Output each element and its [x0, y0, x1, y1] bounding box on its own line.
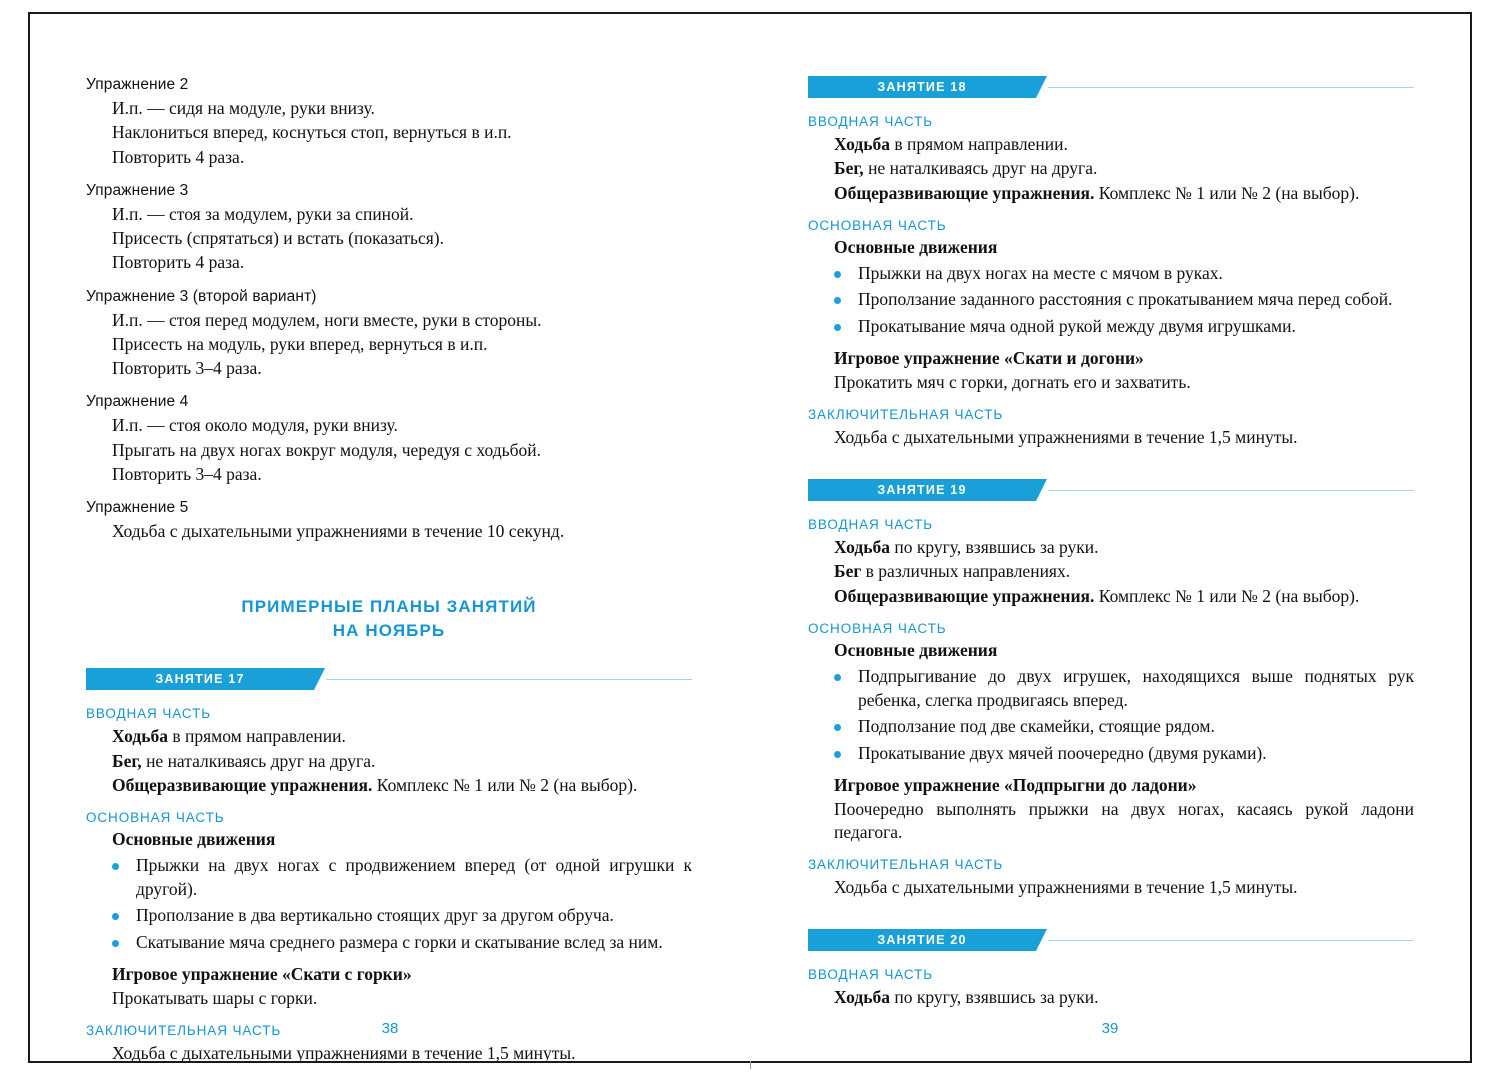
lesson-banner-tab	[86, 668, 314, 690]
page-columns	[30, 14, 1470, 1061]
exercise-title-text: Упражнение 3	[86, 287, 189, 305]
lesson-banner	[808, 479, 1414, 501]
banner-rule	[1048, 490, 1414, 491]
intro-rest: Комплекс № 1 или № 2 (на выбор).	[372, 774, 638, 795]
intro-line	[112, 774, 692, 797]
intro-line	[112, 725, 692, 748]
intro-rest: по кругу, взявшись за руки.	[889, 537, 1099, 558]
part-heading-main: ОСНОВНАЯ ЧАСТЬ	[808, 621, 947, 636]
game-exercise-text: Поочередно выполнять прыжки на двух ногах, касаясь рукой ладони педагога.	[834, 798, 1414, 842]
lesson-banner-tab	[808, 479, 1036, 501]
game-exercise-heading: Игровое упражнение «Скати и догони»	[834, 347, 1144, 368]
exercise-line: И.п. — стоя около модуля, руки внизу.	[112, 415, 398, 436]
final-text: Ходьба с дыхательными упражнениями в течение 1,5 минуты.	[834, 877, 1298, 898]
intro-line	[834, 157, 1414, 180]
banner-corner-shape	[1036, 76, 1047, 98]
plans-heading-line2: НА НОЯБРЬ	[332, 620, 446, 640]
game-exercise-heading: Игровое упражнение «Подпрыгни до ладони»	[834, 774, 1197, 795]
exercise-title-text: Упражнение 4	[86, 393, 189, 411]
part-heading-main: ОСНОВНАЯ ЧАСТЬ	[86, 810, 225, 826]
exercise-title	[86, 76, 692, 94]
spread-center-tick	[750, 1061, 751, 1069]
intro-lead: Общеразвивающие упражнения.	[112, 774, 373, 795]
part-heading-intro: ВВОДНАЯ ЧАСТЬ	[86, 706, 211, 722]
part-heading-final: ЗАКЛЮЧИТЕЛЬНАЯ ЧАСТЬ	[86, 1022, 282, 1038]
intro-rest: не наталкиваясь друг на друга.	[141, 750, 376, 771]
lesson-banner-label: ЗАНЯТИЕ 18	[877, 80, 967, 94]
page-number-left: 38	[381, 1020, 399, 1037]
intro-line	[834, 986, 1414, 1009]
intro-line	[834, 536, 1414, 559]
game-exercise-heading: Игровое упражнение «Скати с горки»	[112, 963, 412, 984]
part-heading-intro: ВВОДНАЯ ЧАСТЬ	[808, 114, 933, 129]
exercise-line: И.п. — стоя перед модулем, ноги вместе, руки в стороны.	[112, 309, 542, 330]
exercise-title-text: Упражнение 5	[86, 499, 189, 517]
banner-rule	[326, 679, 692, 680]
intro-lead: Бег	[834, 561, 862, 582]
exercise-line: Повторить 4 раза.	[112, 252, 245, 273]
page-sheet	[28, 12, 1472, 1063]
exercise-title	[86, 393, 692, 411]
intro-line	[834, 585, 1414, 608]
intro-lead: Общеразвивающие упражнения.	[834, 585, 1095, 606]
exercise-line: Ходьба с дыхательными упражнениями в течение 10 секунд.	[112, 521, 565, 542]
plans-section-heading	[86, 595, 692, 642]
lesson-banner-tab	[808, 929, 1036, 951]
list-item: Подползание под две скамейки, стоящие рядом.	[834, 715, 1414, 739]
part-heading-final: ЗАКЛЮЧИТЕЛЬНАЯ ЧАСТЬ	[808, 857, 1004, 873]
part-heading-intro: ВВОДНАЯ ЧАСТЬ	[808, 517, 933, 533]
part-heading-final: ЗАКЛЮЧИТЕЛЬНАЯ ЧАСТЬ	[808, 406, 1004, 422]
banner-corner-shape	[1036, 479, 1047, 501]
intro-lead: Ходьба	[112, 726, 168, 747]
list-item: Проползание в два вертикально стоящих друг за другом обруча.	[112, 904, 692, 928]
exercise-title-text: Упражнение 2	[86, 76, 189, 93]
movements-list	[808, 665, 1414, 766]
exercise-line: Повторить 4 раза.	[112, 146, 245, 167]
exercise-line: И.п. — сидя на модуле, руки внизу.	[112, 98, 375, 118]
intro-line	[834, 182, 1414, 205]
list-item: Прокатывание мяча одной рукой между двумя игрушками.	[834, 315, 1414, 339]
exercise-title	[86, 499, 692, 517]
exercise-title-variant: (второй вариант)	[188, 287, 317, 305]
intro-lead: Ходьба	[834, 987, 890, 1008]
list-item: Прыжки на двух ногах с продвижением вперед (от одной игрушки к другой).	[112, 854, 692, 901]
intro-rest: в прямом направлении.	[167, 726, 346, 747]
intro-lead: Бег,	[112, 750, 142, 771]
banner-corner-shape	[1036, 929, 1047, 951]
exercise-line: Присесть на модуль, руки вперед, вернуться в и.п.	[112, 333, 488, 354]
list-item: Проползание заданного расстояния с прокатыванием мяча перед собой.	[834, 288, 1414, 312]
banner-corner-shape	[314, 668, 325, 690]
exercise-line: Присесть (спрятаться) и встать (показаться).	[112, 228, 444, 249]
movements-heading: Основные движения	[112, 829, 276, 850]
page-number-right: 39	[1101, 1020, 1119, 1037]
final-text: Ходьба с дыхательными упражнениями в течение 1,5 минуты.	[112, 1042, 576, 1063]
right-page-column	[750, 76, 1414, 1061]
lesson-banner	[808, 929, 1414, 951]
lesson-banner	[86, 668, 692, 690]
game-exercise-text: Прокатывать шары с горки.	[112, 987, 318, 1008]
intro-lead: Бег,	[834, 158, 864, 179]
game-exercise-text: Прокатить мяч с горки, догнать его и захватить.	[834, 371, 1191, 392]
banner-rule	[1048, 940, 1414, 941]
intro-rest: не наталкиваясь друг на друга.	[863, 158, 1098, 179]
movements-heading: Основные движения	[834, 640, 998, 660]
part-heading-intro: ВВОДНАЯ ЧАСТЬ	[808, 967, 933, 983]
movements-list	[808, 262, 1414, 339]
left-page-column	[86, 76, 750, 1061]
intro-rest: в прямом направлении.	[889, 134, 1068, 154]
list-item: Скатывание мяча среднего размера с горки и скатывание вслед за ним.	[112, 931, 692, 955]
final-text: Ходьба с дыхательными упражнениями в течение 1,5 минуты.	[834, 426, 1298, 447]
lesson-banner-label: ЗАНЯТИЕ 20	[877, 933, 967, 948]
intro-line	[834, 560, 1414, 583]
intro-lead: Общеразвивающие упражнения.	[834, 182, 1095, 203]
lesson-banner-label: ЗАНЯТИЕ 19	[877, 483, 967, 498]
plans-heading-line1: ПРИМЕРНЫЕ ПЛАНЫ ЗАНЯТИЙ	[241, 597, 537, 617]
exercise-line: Повторить 3–4 раза.	[112, 463, 262, 484]
lesson-banner-label: ЗАНЯТИЕ 17	[155, 672, 245, 687]
intro-lead: Ходьба	[834, 134, 890, 154]
intro-line	[834, 133, 1414, 156]
intro-rest: Комплекс № 1 или № 2 (на выбор).	[1094, 585, 1360, 606]
lesson-banner-tab	[808, 76, 1036, 98]
intro-line	[112, 750, 692, 773]
exercise-line: Повторить 3–4 раза.	[112, 358, 262, 379]
movements-heading: Основные движения	[834, 236, 998, 257]
list-item: Прыжки на двух ногах на месте с мячом в руках.	[834, 262, 1414, 286]
intro-rest: Комплекс № 1 или № 2 (на выбор).	[1094, 182, 1360, 203]
lesson-banner	[808, 76, 1414, 98]
exercise-title-text: Упражнение 3	[86, 181, 189, 199]
exercise-title	[86, 182, 692, 200]
exercise-line: Прыгать на двух ногах вокруг модуля, чередуя с ходьбой.	[112, 439, 541, 460]
part-heading-main: ОСНОВНАЯ ЧАСТЬ	[808, 217, 947, 233]
intro-lead: Ходьба	[834, 537, 890, 558]
intro-rest: по кругу, взявшись за руки.	[889, 987, 1099, 1008]
banner-rule	[1048, 87, 1414, 88]
list-item: Подпрыгивание до двух игрушек, находящихся выше поднятых рук ребенка, слегка продвигаясь вперед.	[834, 665, 1414, 712]
exercise-line: Наклониться вперед, коснуться стоп, вернуться в и.п.	[112, 122, 512, 143]
exercise-title	[86, 288, 692, 306]
exercise-line: И.п. — стоя за модулем, руки за спиной.	[112, 203, 414, 224]
movements-list	[86, 854, 692, 955]
intro-rest: в различных направлениях.	[861, 561, 1071, 582]
list-item: Прокатывание двух мячей поочередно (двумя руками).	[834, 742, 1414, 766]
